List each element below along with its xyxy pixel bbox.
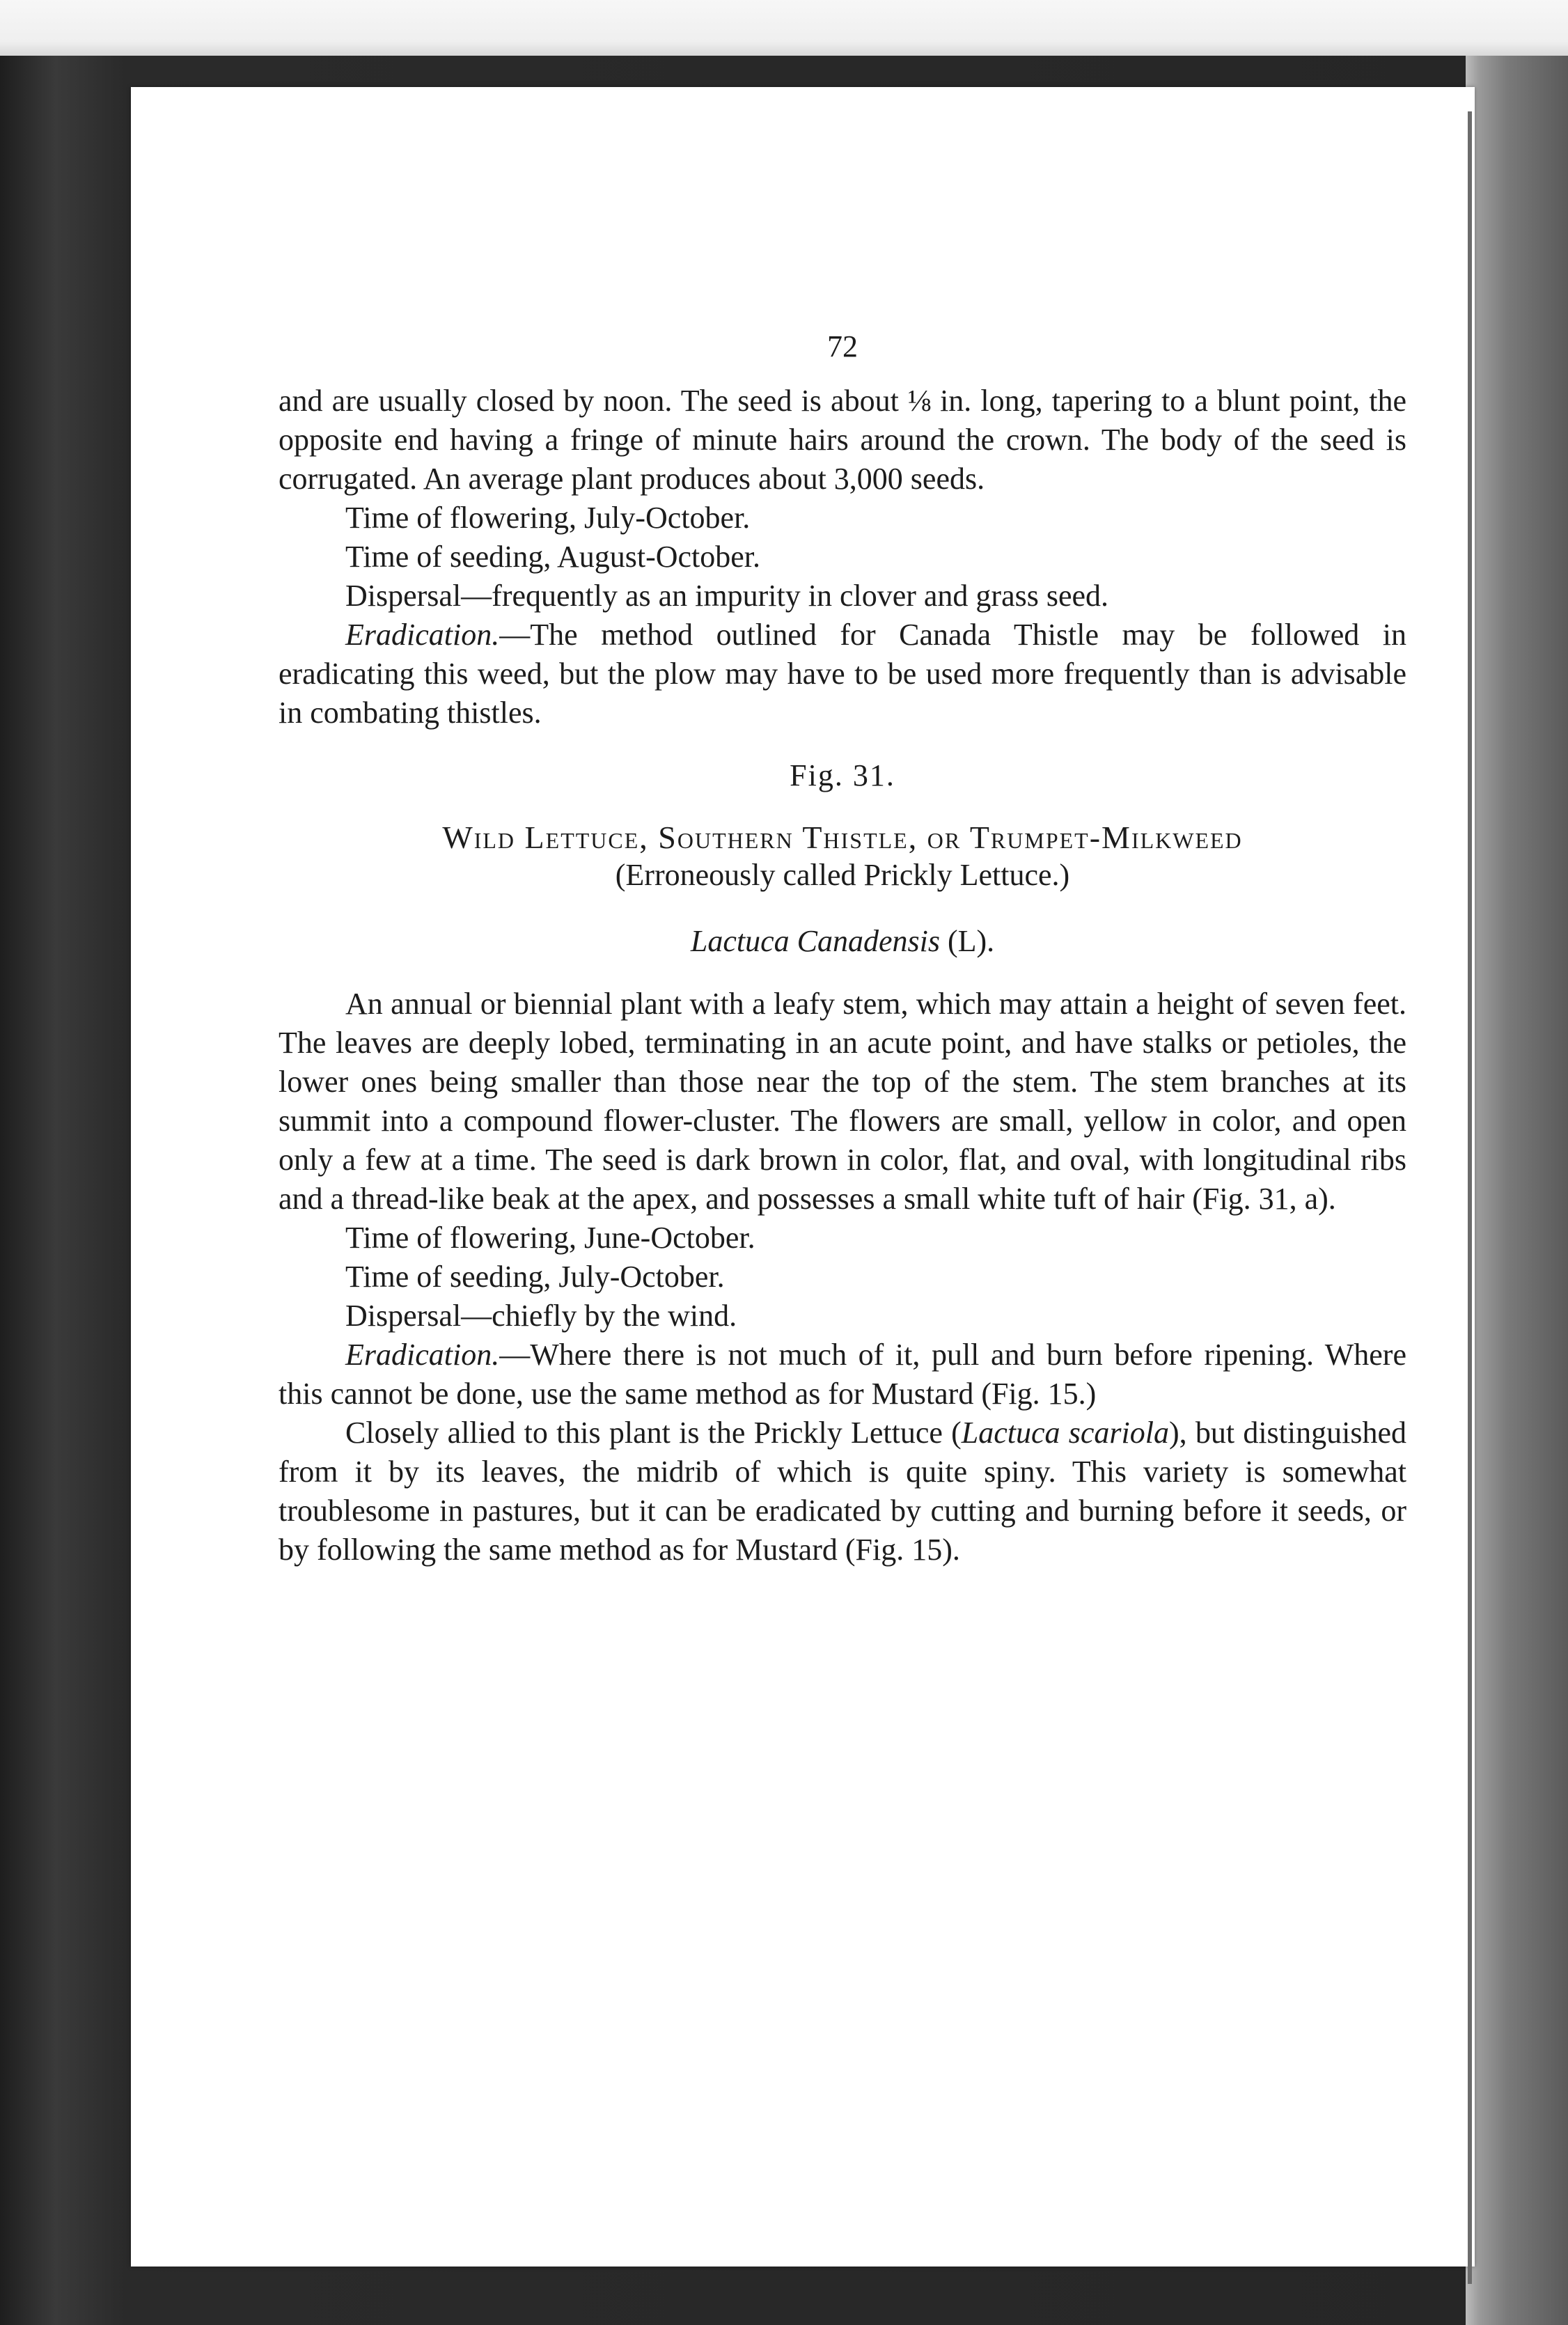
latin-name-text: Lactuca Canadensis: [690, 924, 940, 958]
closing-paragraph: [279, 1414, 1406, 1569]
plant-latin-name: [279, 922, 1406, 961]
plant-common-names: Wild Lettuce, Southern Thistle, or Trumpet-Milkweed: [442, 820, 1243, 855]
latin-author: (L).: [947, 924, 995, 958]
figure-label: Fig. 31.: [790, 758, 895, 792]
closing-text-2: ), but distinguished from it by its leaves, the midrib of which is quite spiny. This variety is somewhat troublesome in pastures, but it can be eradicated by cutting and burning before it seeds, or by following the same method as for Mustard (Fig. 15).: [279, 1416, 1406, 1567]
continued-paragraph: and are usually closed by noon. The seed is about ⅛ in. long, tapering to a blunt point, the opposite end having a fringe of minute hairs around the crown. The body of the seed is corrugated. An average plant produces about 3,000 seeds.: [279, 384, 1406, 496]
closing-text-1: Closely allied to this plant is the Prickly Lettuce (: [345, 1416, 962, 1450]
description-eradication-text: —Where there is not much of it, pull and burn before ripening. Where this cannot be done, use the same method as for Mustard (Fig. 15.): [279, 1338, 1406, 1411]
plant-note: (Erroneously called Prickly Lettuce.): [615, 858, 1070, 892]
plant-description: An annual or biennial plant with a leafy stem, which may attain a height of seven feet. The leaves are deeply lobed, terminating in an acute point, and have stalks or petioles, the lower ones being smaller than those near the top of the stem. The stem branches at its summit into a compound flower-cluster. The flowers are small, yellow in color, and open only a few at a time. The seed is dark brown in color, flat, and oval, with longitudinal ribs and a thread-like beak at the apex, and possesses a small white tuft of hair (Fig. 31, a).: [279, 987, 1406, 1216]
page-edge-shadow: [1468, 111, 1472, 2284]
scan-top-edge: [0, 0, 1568, 56]
book-spine: [1466, 56, 1568, 2325]
eradication-label: Eradication.: [345, 618, 500, 652]
flowering-time: Time of flowering, July-October.: [345, 501, 751, 535]
description-dispersal: Dispersal—chiefly by the wind.: [345, 1299, 737, 1333]
dispersal-note: Dispersal—frequently as an impurity in clover and grass seed.: [345, 579, 1109, 613]
description-flowering: Time of flowering, June-October.: [345, 1221, 755, 1255]
closing-latin: Lactuca scariola: [961, 1416, 1169, 1450]
eradication-text: —The method outlined for Canada Thistle may be followed in eradicating this weed, but the plow may have to be used more frequently than is advisable in combating thistles.: [279, 618, 1406, 730]
page-content: [279, 327, 1406, 1569]
page-number: 72: [827, 329, 858, 363]
description-eradication: [279, 1336, 1406, 1414]
description-eradication-label: Eradication.: [345, 1338, 500, 1372]
description-seeding: Time of seeding, July-October.: [345, 1260, 725, 1294]
seeding-time: Time of seeding, August-October.: [345, 540, 760, 574]
eradication-paragraph: [279, 616, 1406, 733]
